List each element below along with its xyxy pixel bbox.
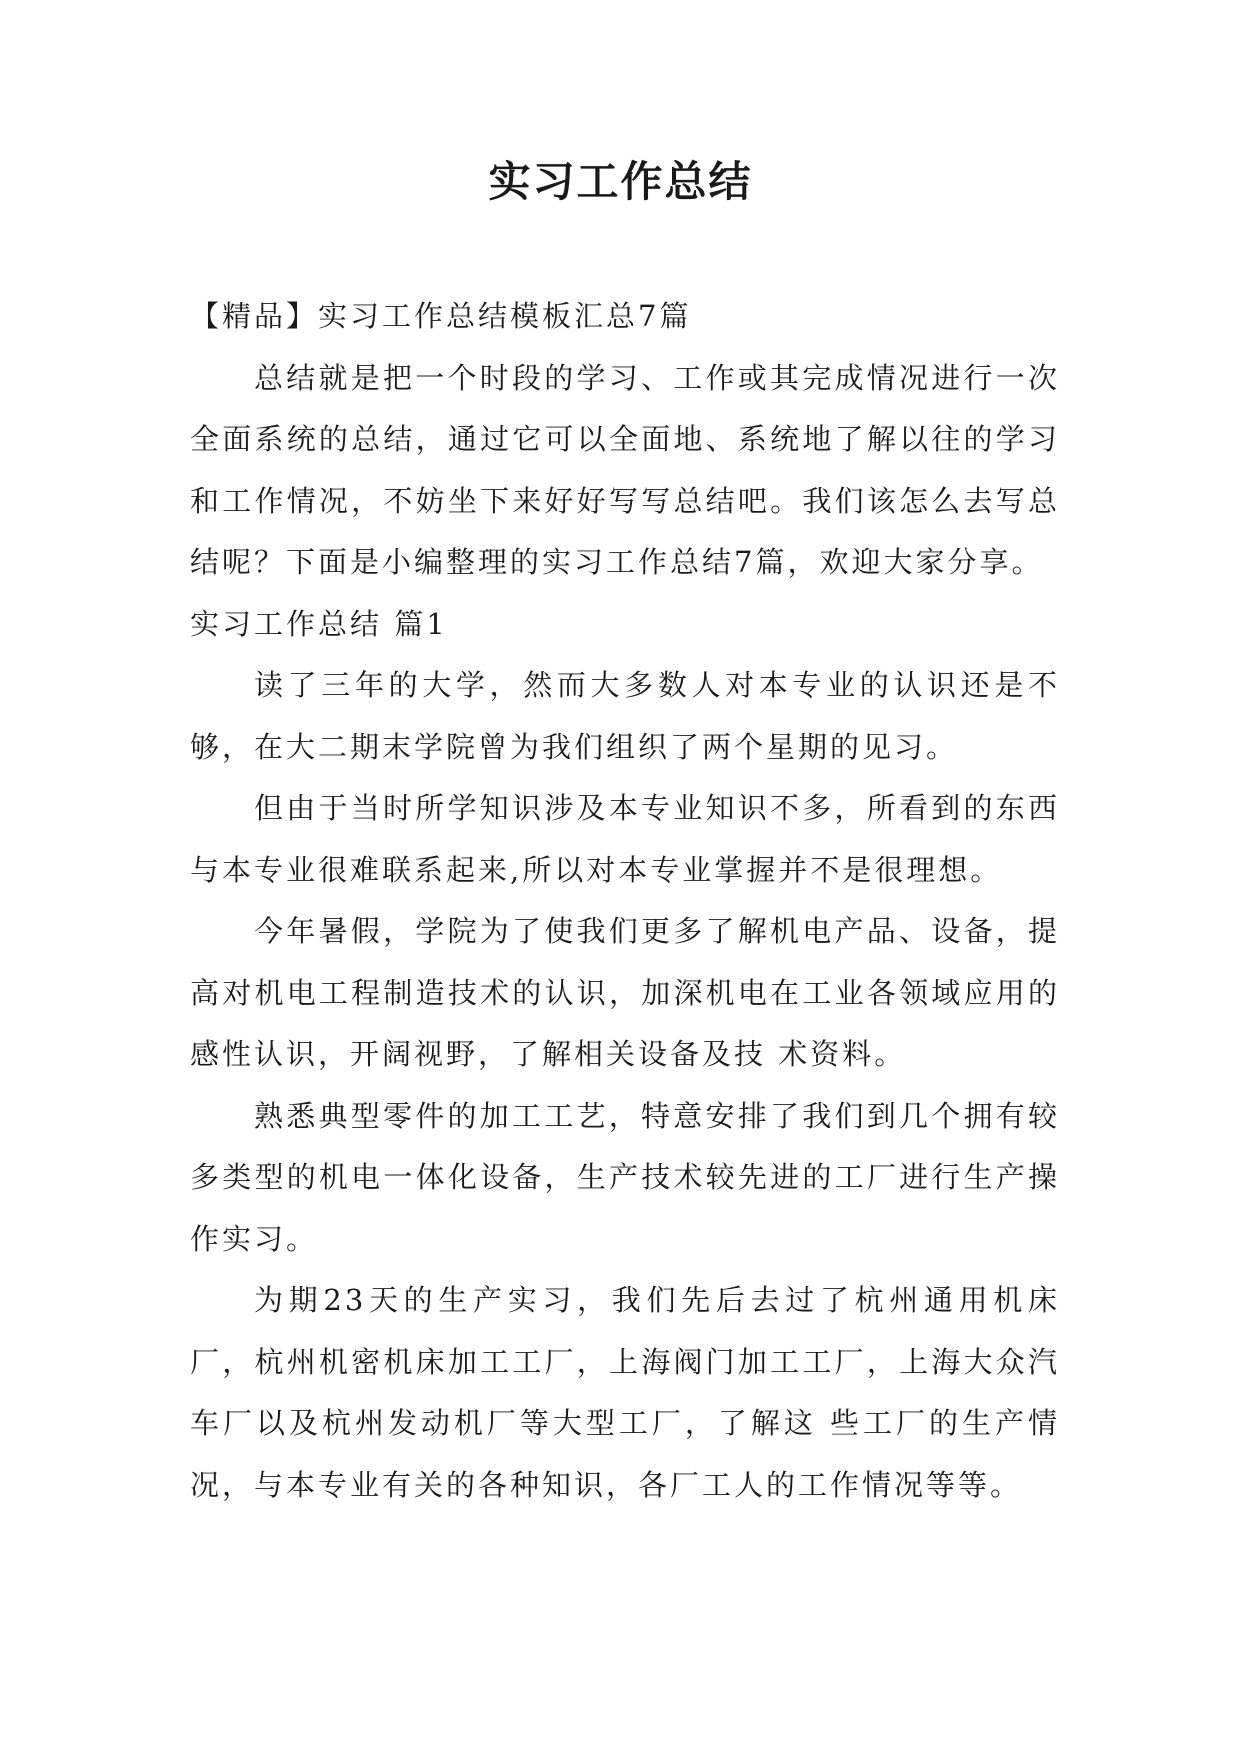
intro-paragraph: 总结就是把一个时段的学习、工作或其完成情况进行一次全面系统的总结，通过它可以全面地、系统地了解以往的学习和工作情况，不妨坐下来好好写写总结吧。我们该怎么去写总结呢？下面是小编整理的实习工作总结7篇，欢迎大家分享。 [190,360,1060,579]
section-heading: 实习工作总结 篇1 [190,606,448,641]
paragraph: 但由于当时所学知识涉及本专业知识不多，所看到的东西与本专业很难联系起来,所以对本专业掌握并不是很理想。 [190,791,1060,887]
document-title: 实习工作总结 [488,157,753,206]
document-body [190,286,1060,1516]
paragraph: 为期23天的生产实习，我们先后去过了杭州通用机床厂，杭州机密机床加工工厂，上海阀门加工工厂，上海大众汽车厂以及杭州发动机厂等大型工厂，了解这 些工厂的生产情况，与本专业有关的各种知识，各厂工人的工作情况等等。 [190,1283,1060,1502]
paragraph: 今年暑假，学院为了使我们更多了解机电产品、设备，提高对机电工程制造技术的认识，加深机电在工业各领域应用的感性认识，开阔视野，了解相关设备及技 术资料。 [190,914,1060,1071]
paragraph: 读了三年的大学，然而大多数人对本专业的认识还是不够，在大二期末学院曾为我们组织了两个星期的见习。 [190,668,1060,764]
paragraph: 熟悉典型零件的加工工艺，特意安排了我们到几个拥有较多类型的机电一体化设备，生产技术较先进的工厂进行生产操作实习。 [190,1098,1060,1256]
subtitle-line: 【精品】实习工作总结模板汇总7篇 [190,299,692,333]
